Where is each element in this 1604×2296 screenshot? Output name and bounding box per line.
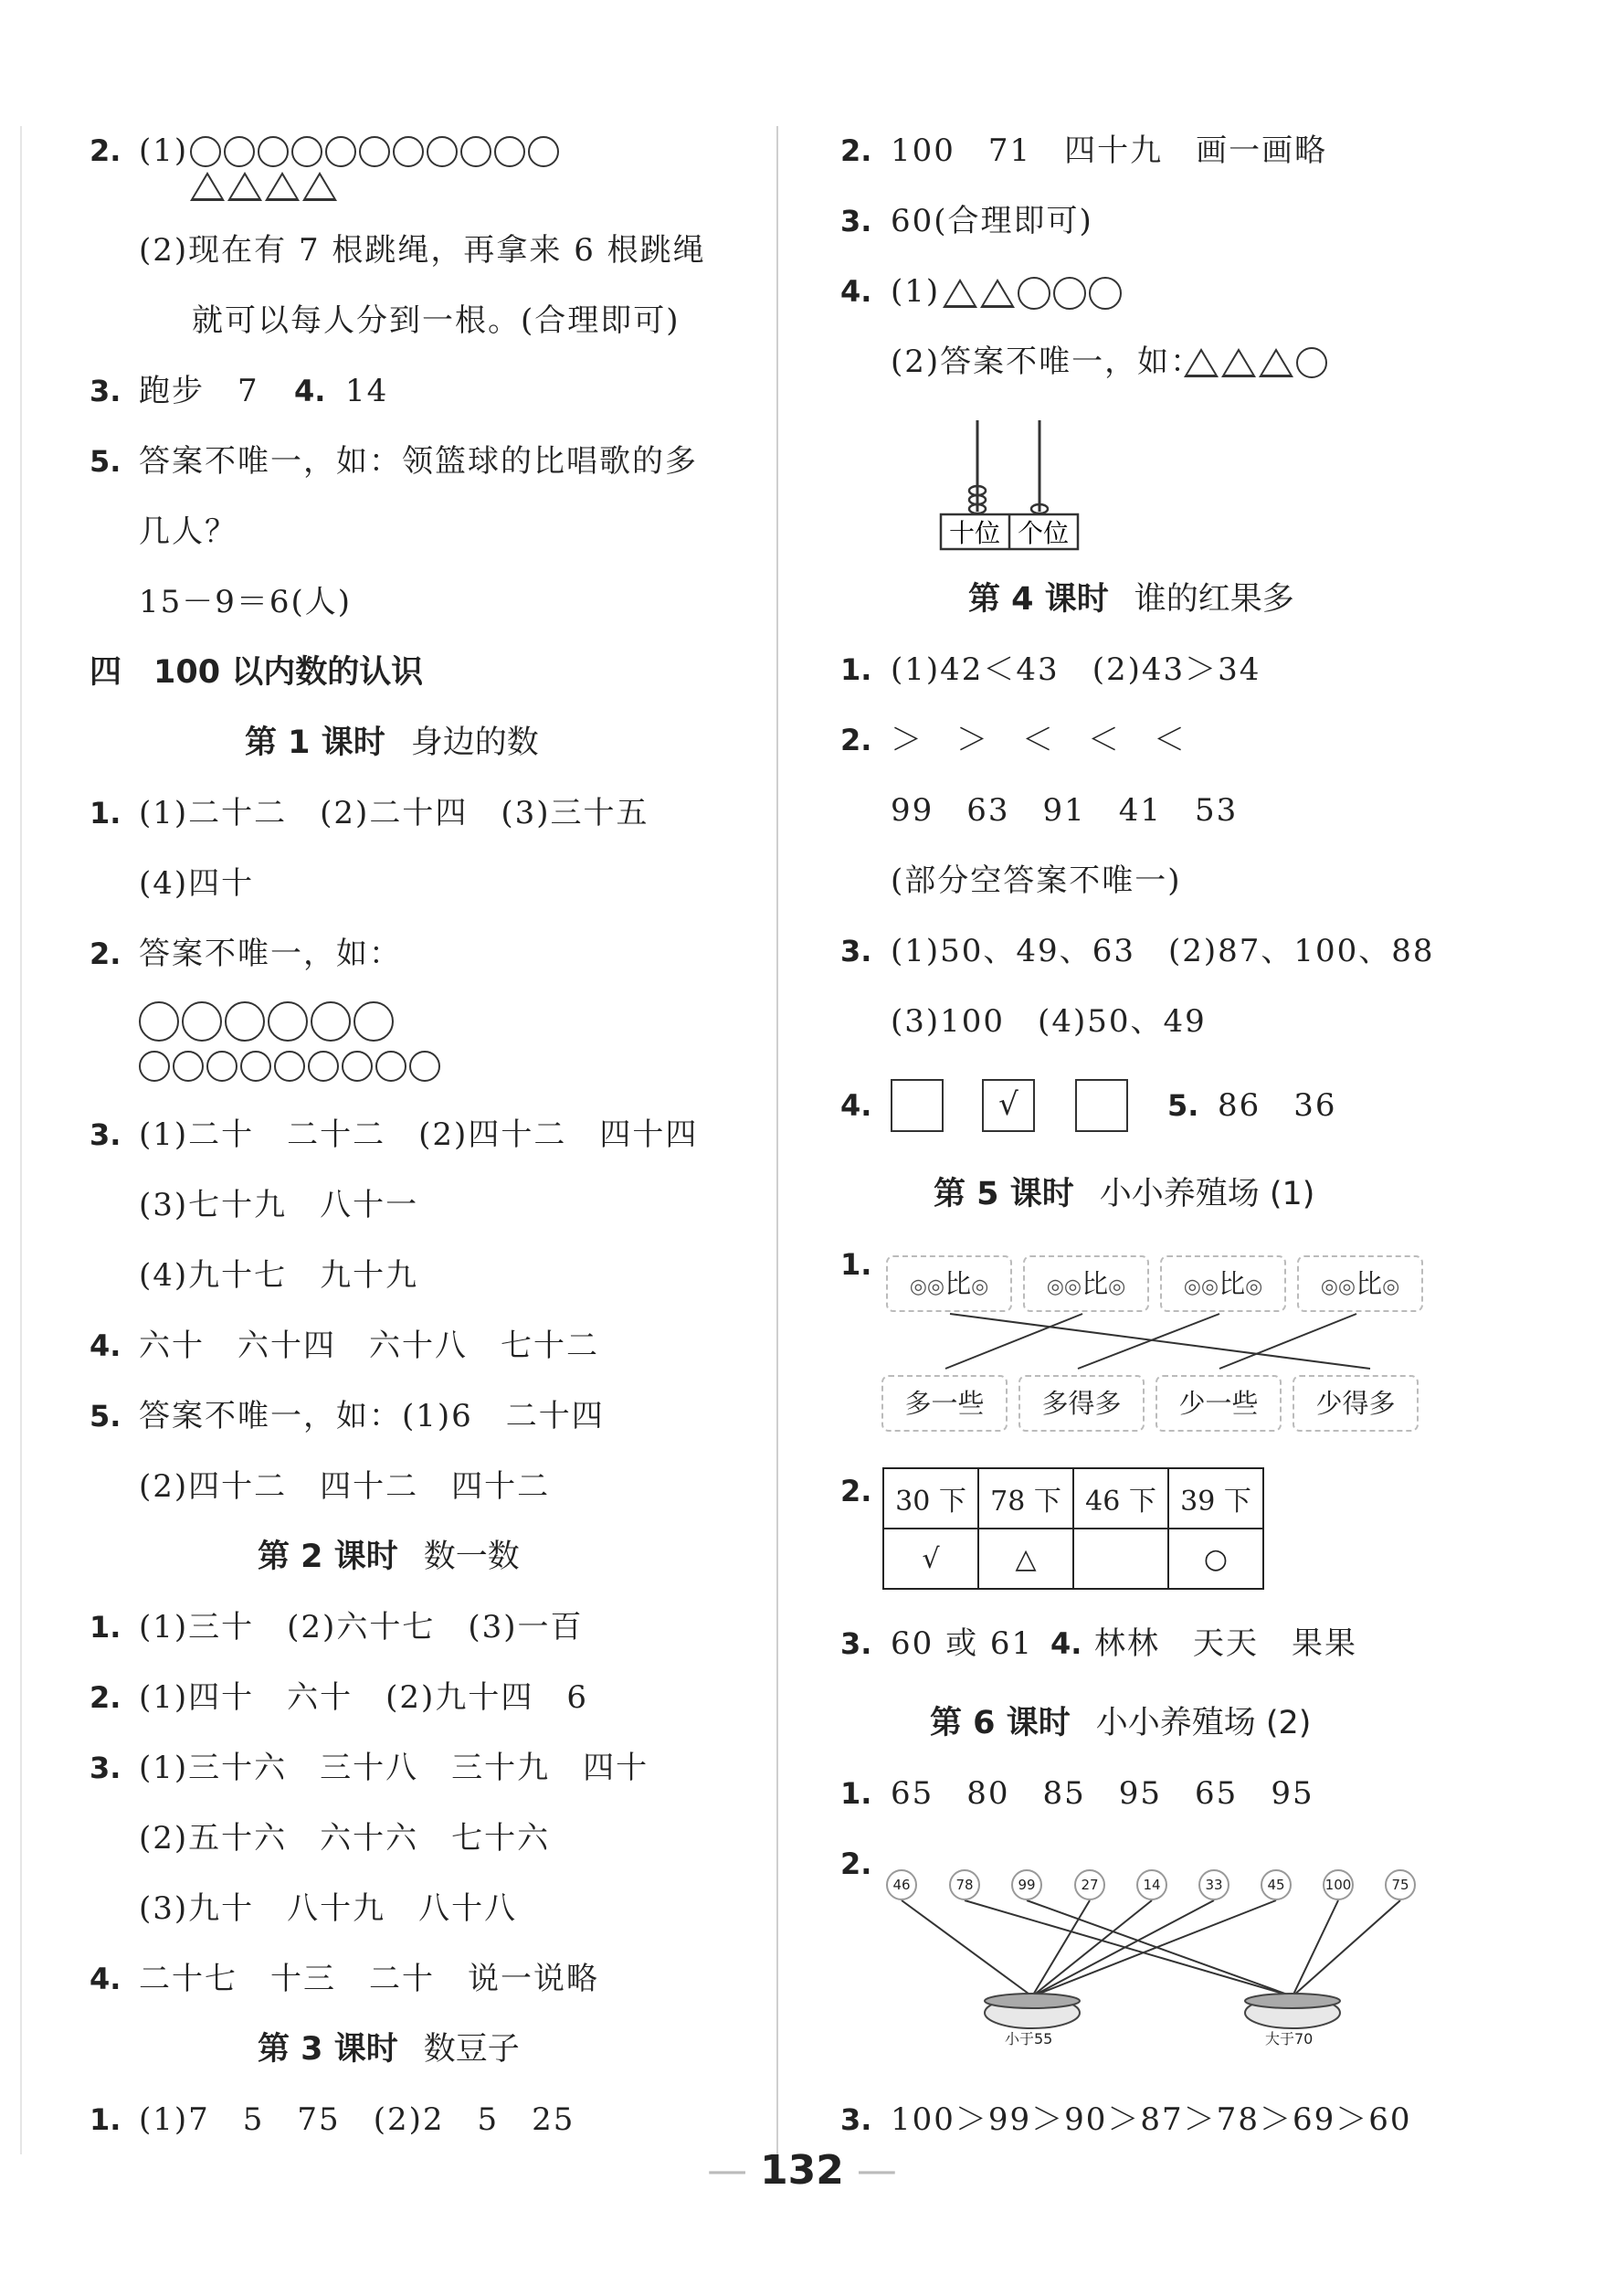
table-cell: ○ <box>1168 1529 1263 1589</box>
triangle-icon <box>227 172 262 201</box>
circle-icon <box>139 1001 179 1042</box>
answer-text: 答案不唯一，如： <box>139 936 402 972</box>
q-number: 2. <box>90 133 121 168</box>
compare-word-box: 少得多 <box>1293 1375 1419 1432</box>
unit-title: 四 100 以内数的认识 <box>90 654 424 691</box>
q-number: 3. <box>90 374 121 408</box>
lesson-heading: 第 1 课时 身边的数 <box>245 725 539 761</box>
lesson-heading: 第 6 课时 小小养殖场 (2) <box>930 1705 1312 1741</box>
circle-row-large <box>139 1001 394 1042</box>
basket-label: 小于55 <box>1005 2030 1053 2047</box>
answer-text: 几人？ <box>139 513 237 550</box>
answer-text: 就可以每人分到一根。(合理即可) <box>192 302 681 339</box>
answer-text: (2)五十六 六十六 七十六 <box>139 1820 551 1857</box>
circle-icon <box>206 1051 237 1082</box>
q-number: 2. <box>90 936 121 971</box>
answer-text: 60 或 61 <box>891 1625 1034 1662</box>
answer-text: (3)100 (4)50、49 <box>891 1003 1207 1040</box>
answer-box <box>1075 1079 1128 1132</box>
answer-text: (1) <box>139 132 189 169</box>
circle-icon <box>1018 277 1050 310</box>
circle-icon <box>393 136 424 167</box>
answer-text: 15－9＝6(人) <box>139 584 353 620</box>
q-number: 3. <box>840 1626 872 1661</box>
triangle-icon <box>1184 348 1219 377</box>
answer-text: 林林 天天 果果 <box>1094 1625 1357 1662</box>
circle-icon <box>359 136 390 167</box>
lesson-heading: 第 4 课时 谁的红果多 <box>968 581 1294 618</box>
q-number: 4. <box>90 1962 121 1996</box>
q-number: 4. <box>840 1088 872 1123</box>
number-bubble: 99 <box>1011 1869 1042 1900</box>
q-number: 1. <box>840 1776 872 1811</box>
circle-icon <box>427 136 458 167</box>
answer-box-checked: √ <box>982 1079 1035 1132</box>
circle-icon <box>190 136 221 167</box>
answer-box <box>891 1079 944 1132</box>
compare-word-box: 多得多 <box>1018 1375 1145 1432</box>
answer-text: (1)二十二 (2)二十四 (3)三十五 <box>139 795 649 831</box>
circle-icon <box>325 136 356 167</box>
q-number: 1. <box>840 652 872 687</box>
circle-icon <box>258 136 289 167</box>
number-bubble: 46 <box>886 1869 917 1900</box>
q-number: 5. <box>1167 1088 1199 1123</box>
answer-text: (2)现在有 7 根跳绳，再拿来 6 根跳绳 <box>139 232 706 269</box>
q-number: 2. <box>840 1474 872 1508</box>
q-number: 2. <box>840 1846 872 1881</box>
circle-icon <box>240 1051 271 1082</box>
answer-text: 答案不唯一，如：领篮球的比唱歌的多 <box>139 443 698 480</box>
answer-text: (4)四十 <box>139 865 255 902</box>
triangle-row <box>190 172 337 201</box>
candy-compare-box: ◎◎比◎ <box>1297 1255 1423 1312</box>
q-number: 4. <box>840 274 872 309</box>
q-number: 5. <box>90 444 121 479</box>
number-bubble: 45 <box>1261 1869 1292 1900</box>
lesson-heading: 第 3 课时 数豆子 <box>258 2031 520 2068</box>
table-cell: √ <box>883 1529 978 1589</box>
number-bubble: 27 <box>1074 1869 1105 1900</box>
triangle-icon <box>980 279 1015 308</box>
answer-text: 六十 六十四 六十八 七十二 <box>139 1328 599 1364</box>
q-number: 1. <box>840 1247 872 1282</box>
circle-icon <box>1296 347 1327 378</box>
shape-row <box>943 277 1122 310</box>
lesson-heading: 第 5 课时 小小养殖场 (1) <box>934 1176 1315 1212</box>
number-bubble: 14 <box>1136 1869 1167 1900</box>
circle-row-small <box>139 1051 440 1082</box>
answer-text: 86 36 <box>1218 1087 1337 1124</box>
circle-icon <box>182 1001 222 1042</box>
number-bubble: 33 <box>1198 1869 1229 1900</box>
triangle-icon <box>1259 348 1293 377</box>
circle-icon <box>139 1051 170 1082</box>
table-cell <box>1073 1529 1168 1589</box>
q-number: 2. <box>90 1680 121 1715</box>
q-number: 3. <box>90 1117 121 1152</box>
answer-text: 60(合理即可) <box>891 203 1093 239</box>
q-number: 4. <box>90 1328 121 1363</box>
answer-table <box>882 1467 1264 1590</box>
triangle-icon <box>302 172 337 201</box>
circle-icon <box>311 1001 351 1042</box>
triangle-icon <box>265 172 300 201</box>
compare-word-box: 多一些 <box>881 1375 1008 1432</box>
answer-text: (1)50、49、63 (2)87、100、88 <box>891 933 1435 969</box>
answer-text: (1)三十 (2)六十七 (3)一百 <box>139 1609 584 1645</box>
answer-text: (1)42＜43 (2)43＞34 <box>891 651 1261 688</box>
circle-icon <box>528 136 559 167</box>
basket-label: 大于70 <box>1265 2030 1314 2047</box>
q-number: 2. <box>840 133 872 168</box>
candy-compare-box: ◎◎比◎ <box>886 1255 1012 1312</box>
circle-icon <box>225 1001 265 1042</box>
circle-icon <box>460 136 491 167</box>
table-cell: 39 下 <box>1168 1468 1263 1529</box>
answer-text: (1)四十 六十 (2)九十四 6 <box>139 1679 588 1716</box>
q-number: 1. <box>90 796 121 831</box>
circle-icon <box>308 1051 339 1082</box>
abacus-ones-label: 个位 <box>1017 518 1070 548</box>
answer-text: ＞ ＞ ＜ ＜ ＜ <box>891 722 1187 758</box>
abacus-diagram <box>932 416 1087 553</box>
answer-text: 100 71 四十九 画一画略 <box>891 132 1328 169</box>
bubble-sort-diagram <box>877 1836 1425 2037</box>
number-bubble: 78 <box>949 1869 980 1900</box>
table-row <box>883 1529 1263 1589</box>
circle-icon <box>342 1051 373 1082</box>
page-number: — 132 — <box>707 2147 897 2194</box>
answer-text: (1) <box>891 273 941 310</box>
circle-icon <box>354 1001 394 1042</box>
circle-icon <box>409 1051 440 1082</box>
q-number: 3. <box>90 1751 121 1785</box>
compare-word-box: 少一些 <box>1156 1375 1282 1432</box>
answer-text: (1)二十 二十二 (2)四十二 四十四 <box>139 1116 699 1153</box>
matching-lines <box>877 1312 1425 1374</box>
q-number: 1. <box>90 1610 121 1645</box>
circle-icon <box>375 1051 406 1082</box>
lesson-heading: 第 2 课时 数一数 <box>258 1539 520 1575</box>
answer-text: 跑步 7 <box>139 373 259 409</box>
answer-text: 二十七 十三 二十 说一说略 <box>139 1961 599 1997</box>
answer-text: 答案不唯一，如：(1)6 二十四 <box>139 1398 605 1434</box>
circle-icon <box>173 1051 204 1082</box>
column-divider <box>776 126 778 2154</box>
circle-icon <box>268 1001 308 1042</box>
shape-row <box>1184 347 1327 378</box>
answer-text: (1)三十六 三十八 三十九 四十 <box>139 1750 649 1786</box>
circle-icon <box>274 1051 305 1082</box>
answer-text: 65 80 85 95 65 95 <box>891 1775 1314 1812</box>
circle-icon <box>1089 277 1122 310</box>
table-cell: 78 下 <box>978 1468 1073 1529</box>
triangle-icon <box>1221 348 1256 377</box>
table-header-row <box>883 1468 1263 1529</box>
q-number: 5. <box>90 1399 121 1434</box>
answer-text: 100＞99＞90＞87＞78＞69＞60 <box>891 2101 1412 2138</box>
triangle-icon <box>943 279 977 308</box>
answer-text: (4)九十七 九十九 <box>139 1257 419 1294</box>
circle-icon <box>291 136 322 167</box>
circle-icon <box>1053 277 1086 310</box>
answer-text: (2)答案不唯一，如： <box>891 344 1204 380</box>
q-number: 3. <box>840 2102 872 2137</box>
candy-compare-box: ◎◎比◎ <box>1023 1255 1149 1312</box>
candy-compare-box: ◎◎比◎ <box>1160 1255 1286 1312</box>
circle-row <box>190 136 559 167</box>
left-margin-line <box>20 126 22 2154</box>
number-bubble: 75 <box>1385 1869 1416 1900</box>
circle-icon <box>494 136 525 167</box>
answer-text: 14 <box>345 373 389 409</box>
number-bubble: 100 <box>1323 1869 1354 1900</box>
answer-text: (3)九十 八十九 八十八 <box>139 1890 518 1927</box>
answer-text: (部分空答案不唯一) <box>891 862 1182 899</box>
q-number: 3. <box>840 934 872 968</box>
q-number: 1. <box>90 2102 121 2137</box>
q-number: 4. <box>294 374 326 408</box>
answer-text: (2)四十二 四十二 四十二 <box>139 1468 551 1505</box>
answer-text: (1)7 5 75 (2)2 5 25 <box>139 2101 575 2138</box>
triangle-icon <box>190 172 225 201</box>
table-cell: 46 下 <box>1073 1468 1168 1529</box>
table-cell: 30 下 <box>883 1468 978 1529</box>
q-number: 2. <box>840 723 872 757</box>
table-cell: △ <box>978 1529 1073 1589</box>
q-number: 4. <box>1050 1626 1082 1661</box>
q-number: 3. <box>840 204 872 238</box>
answer-text: 99 63 91 41 53 <box>891 792 1239 829</box>
abacus-tens-label: 十位 <box>948 518 1001 548</box>
circle-icon <box>224 136 255 167</box>
answer-text: (3)七十九 八十一 <box>139 1187 419 1223</box>
